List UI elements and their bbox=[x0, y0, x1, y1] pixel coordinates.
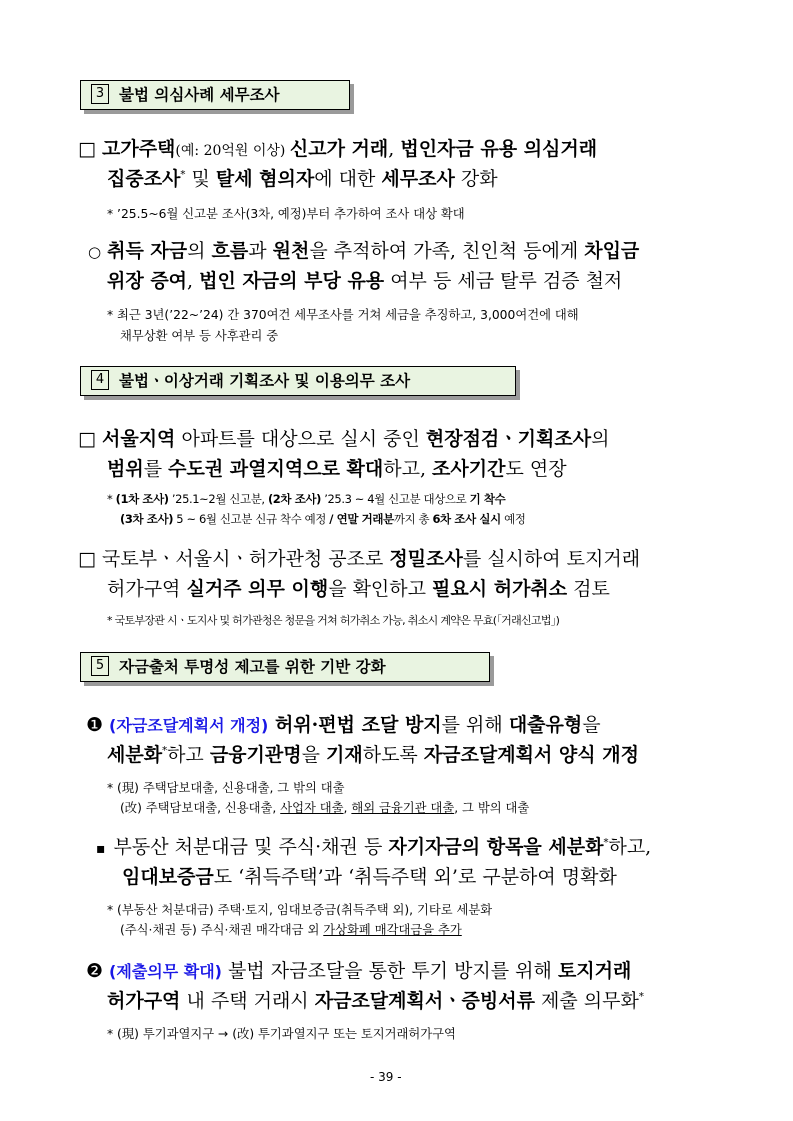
text: 을 bbox=[301, 744, 326, 766]
text: 제출 의무화 bbox=[534, 990, 639, 1012]
text: (1차 조사) bbox=[115, 492, 169, 506]
text: 원천 bbox=[272, 240, 310, 262]
square-bullet-icon: ▪ bbox=[96, 841, 106, 857]
text: 흐름 bbox=[211, 240, 249, 262]
paragraph-line bbox=[107, 574, 610, 601]
text: 을 추적하여 가족, 친인척 등에게 bbox=[309, 240, 585, 262]
text: 5 ~ 6월 신고분 신규 착수 예정 bbox=[173, 512, 330, 526]
text: 하도록 bbox=[362, 744, 424, 766]
text: 해외 금융기관 대출 bbox=[351, 801, 455, 815]
text: (3차 조사) bbox=[120, 512, 174, 526]
text: 법인 자금의 부당 유용 bbox=[199, 270, 385, 292]
text: 가상화폐 매각대금을 추가 bbox=[323, 923, 462, 937]
text: 하고 bbox=[167, 744, 210, 766]
text: * bbox=[107, 492, 116, 506]
section-number: 4 bbox=[91, 370, 109, 390]
footnote-mark: * bbox=[180, 169, 186, 181]
text: 까지 총 bbox=[393, 512, 433, 526]
text: 실거주 의무 이행 bbox=[186, 578, 329, 600]
section-title: 불법 의심사례 세무조사 bbox=[119, 86, 280, 104]
footnote-mark: * bbox=[162, 745, 168, 757]
footnote-mark: * bbox=[638, 991, 644, 1003]
footnote bbox=[120, 920, 462, 938]
circle-bullet-icon: ○ bbox=[88, 243, 102, 261]
footnote: * ’25.5~6월 신고분 조사(3차, 예정)부터 추가하여 조사 대상 확대 bbox=[107, 207, 465, 221]
footnote: * 최근 3년(’22~’24) 간 370여건 세무조사를 거쳐 세금을 추징하고, 3,000여건에 대해 bbox=[107, 308, 579, 322]
section-4-header bbox=[80, 366, 516, 396]
text: (자금조달계획서 개정) bbox=[109, 716, 269, 735]
text: 기 착수 bbox=[469, 492, 506, 506]
text: 현장점검ㆍ기획조사 bbox=[425, 428, 592, 450]
paragraph-line bbox=[88, 236, 639, 263]
paragraph-line bbox=[107, 986, 644, 1013]
text: 조사기간 bbox=[432, 458, 506, 480]
footnote bbox=[107, 491, 505, 507]
paragraph-line bbox=[78, 134, 597, 161]
text: 6차 조사 실시 bbox=[432, 512, 501, 526]
paragraph-line bbox=[86, 956, 631, 983]
page-number: - 39 - bbox=[370, 1070, 402, 1084]
checkbox-bullet-icon: □ bbox=[78, 138, 96, 160]
paragraph-line bbox=[86, 710, 601, 737]
footnote: * (現) 투기과열지구 → (改) 투기과열지구 또는 토지거래허가구역 bbox=[107, 1027, 456, 1041]
footnote: * (現) 주택담보대출, 신용대출, 그 밖의 대출 bbox=[107, 781, 345, 795]
text: , bbox=[388, 138, 401, 160]
text: , 그 밖의 대출 bbox=[454, 801, 530, 815]
text: 을 확인하고 bbox=[328, 578, 433, 600]
paragraph-line bbox=[96, 832, 651, 859]
paragraph-line bbox=[107, 740, 639, 767]
text: 아파트를 대상으로 실시 중인 bbox=[175, 428, 426, 450]
section-number: 5 bbox=[91, 656, 109, 676]
text: 탈세 혐의자 bbox=[215, 168, 315, 190]
checkbox-bullet-icon: □ bbox=[78, 428, 96, 450]
text: 토지거래 bbox=[557, 960, 632, 982]
text: 금융기관명 bbox=[209, 744, 302, 766]
text: 세무조사 bbox=[381, 168, 455, 190]
text: ’25.3 ~ 4월 신고분 대상으로 bbox=[320, 492, 470, 506]
text: 자금조달계획서ㆍ증빙서류 bbox=[314, 990, 535, 1012]
text: 수도권 과열지역으로 확대 bbox=[168, 458, 384, 480]
number-one-bullet-icon: ❶ bbox=[86, 714, 104, 736]
text: 범위 bbox=[107, 458, 144, 480]
text: 에 대한 bbox=[314, 168, 382, 190]
text: 허위·편법 조달 방지 bbox=[268, 714, 442, 736]
text: 을 bbox=[582, 714, 601, 736]
paragraph-line bbox=[107, 454, 567, 481]
text: 강화 bbox=[454, 168, 498, 190]
text: (예: 20억원 이상) bbox=[175, 143, 290, 159]
text: 법인자금 유용 의심거래 bbox=[400, 138, 598, 160]
text: (2차 조사) bbox=[267, 492, 321, 506]
paragraph-line bbox=[78, 424, 609, 451]
section-number: 3 bbox=[91, 84, 109, 104]
text: 집중조사 bbox=[107, 168, 181, 190]
text: 대출유형 bbox=[508, 714, 583, 736]
checkbox-bullet-icon: □ bbox=[78, 548, 96, 570]
text: 기재 bbox=[326, 744, 363, 766]
text: 자기자금의 항목을 세분화 bbox=[388, 836, 604, 858]
footnote: 채무상환 여부 등 사후관리 중 bbox=[120, 329, 279, 343]
text: 부동산 처분대금 및 주식·채권 등 bbox=[113, 836, 389, 858]
text: 를 실시하여 토지거래 bbox=[462, 548, 641, 570]
paragraph-line bbox=[107, 164, 498, 191]
text: 서울지역 bbox=[102, 428, 176, 450]
footnote: * (부동산 처분대금) 주택·토지, 임대보증금(취득주택 외), 기타로 세분화 bbox=[107, 903, 493, 917]
section-5-header bbox=[80, 652, 490, 682]
section-3-header bbox=[80, 80, 350, 110]
text: 검토 bbox=[567, 578, 610, 600]
text: 임대보증금 bbox=[122, 866, 214, 888]
text: 의 bbox=[591, 428, 610, 450]
text: 신고가 거래 bbox=[289, 138, 389, 160]
text: 여부 등 세금 탈루 검증 철저 bbox=[384, 270, 623, 292]
text: 내 주택 거래시 bbox=[180, 990, 315, 1012]
text: (주식·채권 등) 주식·채권 매각대금 외 bbox=[120, 923, 324, 937]
text: , bbox=[343, 801, 352, 815]
footnote-mark: * bbox=[603, 837, 609, 849]
text: ’25.1~2월 신고분, bbox=[168, 492, 268, 506]
footnote bbox=[120, 511, 526, 527]
text: 도 연장 bbox=[505, 458, 567, 480]
text: 정밀조사 bbox=[389, 548, 463, 570]
text: 도 ‘취득주택’과 ‘취득주택 외’로 구분하여 명확화 bbox=[213, 866, 617, 888]
text: 를 bbox=[143, 458, 169, 480]
text: 허가구역 bbox=[107, 578, 187, 600]
text: 하고, bbox=[383, 458, 433, 480]
text: 를 위해 bbox=[441, 714, 509, 736]
footnote bbox=[120, 798, 529, 816]
paragraph-line bbox=[122, 862, 617, 889]
text: 고가주택 bbox=[102, 138, 176, 160]
text: 국토부ㆍ서울시ㆍ허가관청 공조로 bbox=[102, 548, 390, 570]
paragraph-line bbox=[107, 266, 622, 293]
text: 취득 자금 bbox=[107, 240, 188, 262]
text: 및 bbox=[185, 168, 216, 190]
text: 허가구역 bbox=[107, 990, 181, 1012]
footnote: * 국토부장관 시ㆍ도지사 및 허가관청은 청문을 거쳐 허가취소 가능, 취소시 계약은 무효(「거래신고법」) bbox=[107, 614, 560, 627]
text: 예정 bbox=[500, 512, 526, 526]
section-title: 불법ㆍ이상거래 기획조사 및 이용의무 조사 bbox=[119, 372, 411, 390]
number-two-bullet-icon: ❷ bbox=[86, 960, 104, 982]
text: 과 bbox=[248, 240, 273, 262]
text: (제출의무 확대) bbox=[109, 962, 222, 981]
text: 불법 자금조달을 통한 투기 방지를 위해 bbox=[221, 960, 558, 982]
text: 의 bbox=[187, 240, 212, 262]
text: 세분화 bbox=[107, 744, 163, 766]
text: (改) 주택담보대출, 신용대출, bbox=[120, 801, 281, 815]
text: 필요시 허가취소 bbox=[432, 578, 568, 600]
paragraph-line bbox=[78, 544, 640, 571]
text: / 연말 거래분 bbox=[329, 512, 394, 526]
text: 차입금 bbox=[584, 240, 640, 262]
text: , bbox=[187, 270, 200, 292]
text: 하고, bbox=[608, 836, 652, 858]
text: 자금조달계획서 양식 개정 bbox=[423, 744, 639, 766]
text: 위장 증여 bbox=[107, 270, 188, 292]
section-title: 자금출처 투명성 제고를 위한 기반 강화 bbox=[119, 658, 386, 676]
text: 사업자 대출 bbox=[280, 801, 344, 815]
